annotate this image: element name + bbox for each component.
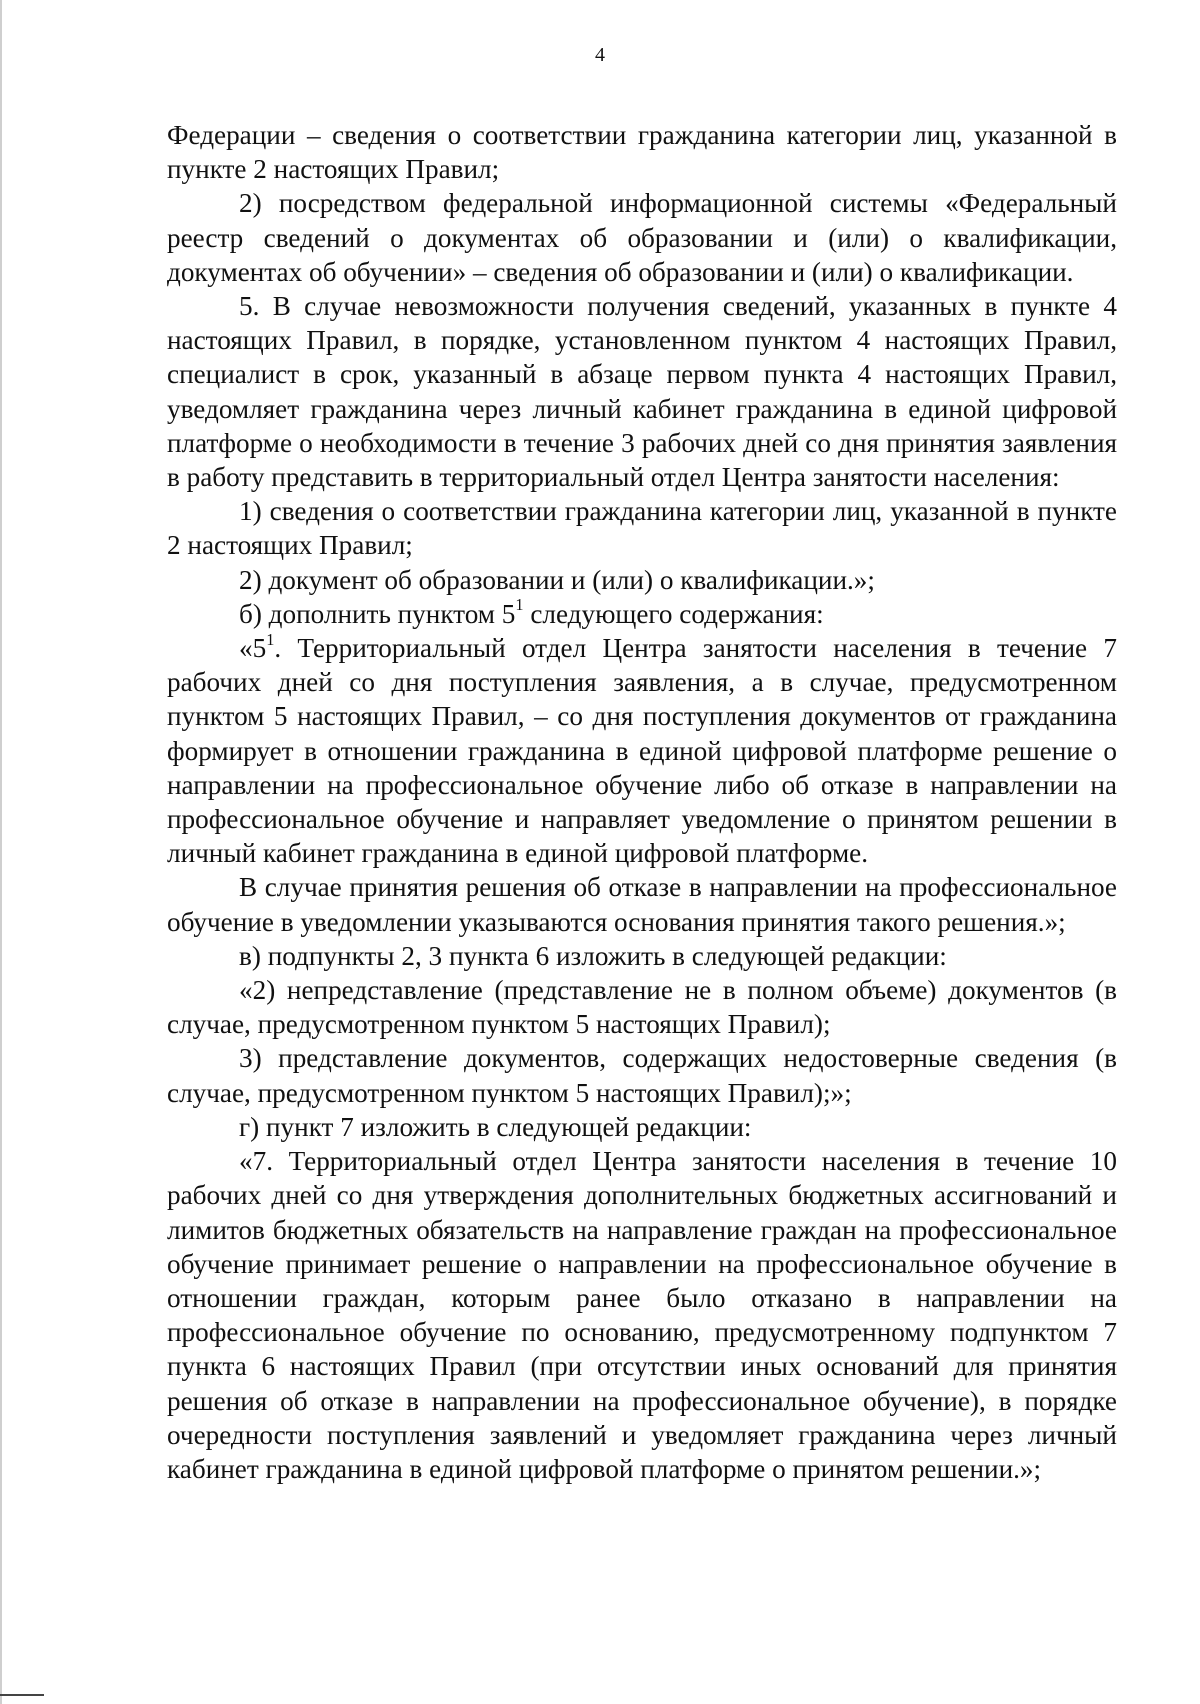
paragraph-item-5-1	[167, 631, 1117, 870]
paragraph-subitem-2-nonsubmission: «2) непредставление (представление не в полном объеме) документов (в случае, предусмотренном пунктом 5 настоящих Правил);	[167, 975, 1117, 1040]
paragraph-item-5: 5. В случае невозможности получения сведений, указанных в пункте 4 настоящих Правил, в порядке, установленном пунктом 4 настоящих Правил, специалист в срок, указанный в абзаце первом пункта 4 настоящих Правил, уведомляет гражданина через личный кабинет гражданина в единой цифровой платформе о необходимости в течение 3 рабочих дней со дня принятия заявления в работу представить в территориальный отдел Центра занятости населения:	[167, 291, 1117, 493]
paragraph-subitem-2-education-document: 2) документ об образовании и (или) о квалификации.»;	[239, 564, 875, 595]
superscript-one: 1	[266, 629, 275, 649]
paragraph-subitem-2-registry: 2) посредством федеральной информационной системы «Федеральный реестр сведений о документах об образовании и (или) о квалификации, документах об обучении» – сведения об образовании и (или) о квалификации.	[167, 188, 1117, 287]
paragraph-item-5-1-text-before: «5	[239, 633, 267, 664]
page-number: 4	[595, 44, 605, 66]
paragraph-continuation: Федерации – сведения о соответствии гражданина категории лиц, указанной в пункте 2 настоящих Правил;	[167, 120, 1117, 185]
paragraph-amendment-b-text-before: б) дополнить пунктом 5	[239, 598, 516, 629]
document-body	[167, 118, 1117, 1486]
paragraph-subitem-3-false-info: 3) представление документов, содержащих недостоверные сведения (в случае, предусмотренном пунктом 5 настоящих Правил);»;	[167, 1043, 1117, 1108]
scan-mark	[0, 1694, 44, 1696]
paragraph-amendment-v: в) подпункты 2, 3 пункта 6 изложить в следующей редакции:	[239, 940, 947, 971]
scan-edge	[0, 0, 2, 1704]
paragraph-item-7: «7. Территориальный отдел Центра занятости населения в течение 10 рабочих дней со дня утверждения дополнительных бюджетных ассигнований и лимитов бюджетных обязательств на направление граждан на профессиональное обучение принимает решение о направлении на профессиональное обучение в отношении граждан, которым ранее было отказано в направлении на профессиональное обучение по основанию, предусмотренному подпунктом 7 пункта 6 настоящих Правил (при отсутствии иных оснований для принятия решения об отказе в направлении на профессиональное обучение), в порядке очередности поступления заявлений и уведомляет гражданина через личный кабинет гражданина в единой цифровой платформе о принятом решении.»;	[167, 1146, 1117, 1484]
paragraph-subitem-1-category: 1) сведения о соответствии гражданина категории лиц, указанной в пункте 2 настоящих Правил;	[167, 496, 1117, 561]
paragraph-item-5-1-text-after: . Территориальный отдел Центра занятости населения в течение 7 рабочих дней со дня поступления заявления, а в случае, предусмотренном пунктом 5 настоящих Правил, – со дня поступления документов от гражданина формирует в отношении гражданина в единой цифровой платформе решение о направлении на профессиональное обучение либо об отказе в направлении на профессиональное обучение и направляет уведомление о принятом решении в личный кабинет гражданина в единой цифровой платформе.	[167, 633, 1117, 869]
paragraph-amendment-g: г) пункт 7 изложить в следующей редакции:	[239, 1111, 752, 1142]
paragraph-refusal-grounds: В случае принятия решения об отказе в направлении на профессиональное обучение в уведомлении указываются основания принятия такого решения.»;	[167, 872, 1117, 937]
paragraph-amendment-b	[167, 597, 1117, 631]
paragraph-amendment-b-text-after: следующего содержания:	[523, 598, 824, 629]
superscript-one: 1	[515, 595, 524, 615]
